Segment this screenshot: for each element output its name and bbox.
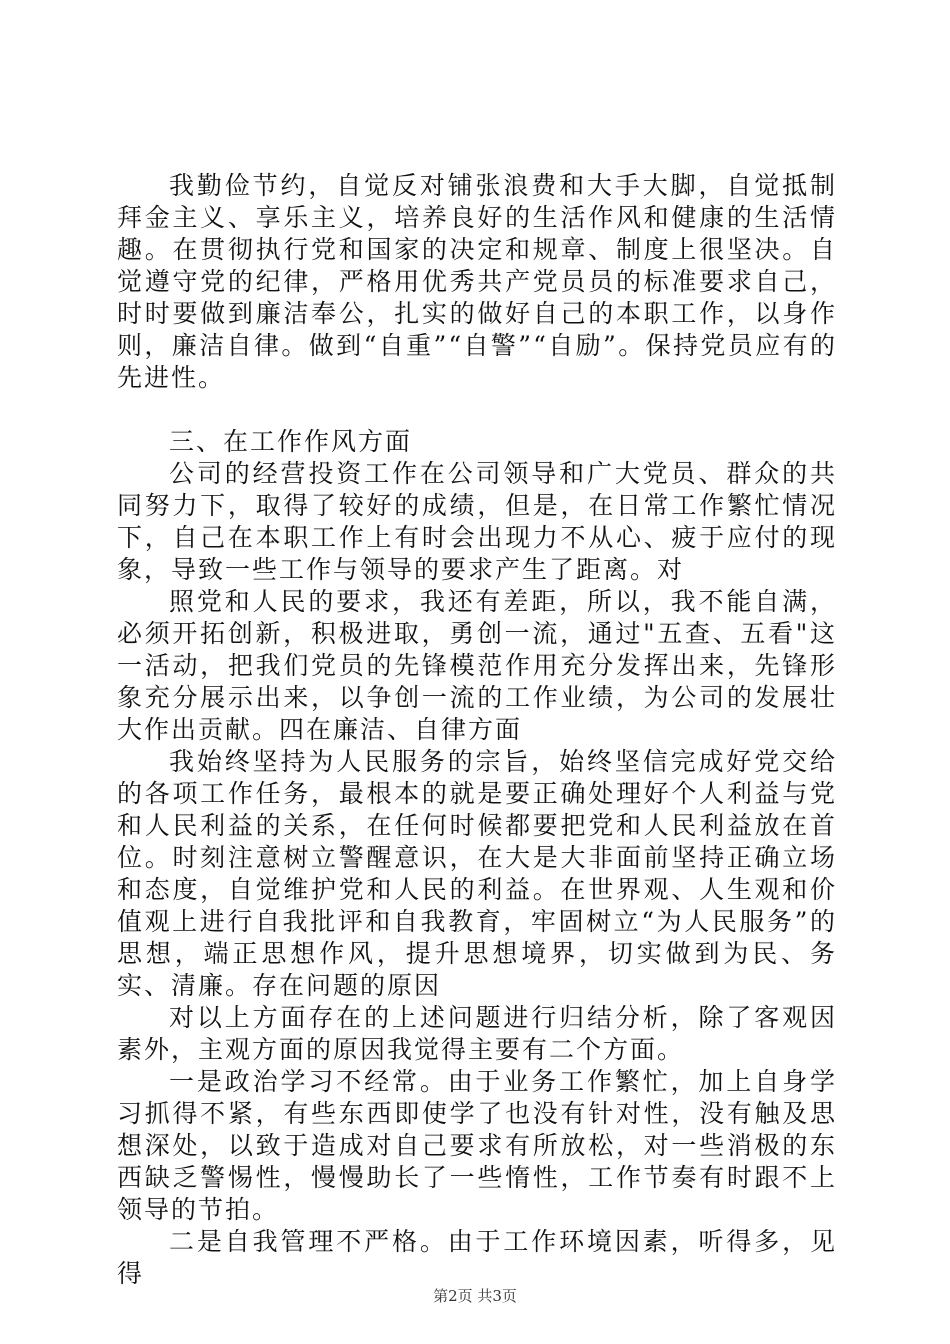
- document-body: [117, 170, 837, 1290]
- paragraph-political-study: 一是政治学习不经常。由于业务工作繁忙，加上自身学习抓得不紧，有些东西即使学了也没有针对性，没有触及思想深处，以致于造成对自己要求有所放松，对一些消极的东西缺乏警惕性，慢慢助长了一些惰性，工作节奏有时跟不上领导的节拍。: [117, 1067, 837, 1224]
- paragraph-requirements: 照党和人民的要求，我还有差距，所以，我不能自满，必须开拓创新，积极进取，勇创一流，通过"五查、五看"这一活动，把我们党员的先锋模范作用充分发挥出来，先锋形象充分展示出来，以争创一流的工作业绩，为公司的发展壮大作出贡献。四在廉洁、自律方面: [117, 587, 837, 744]
- section-heading-work-style: 三、在工作作风方面: [169, 427, 413, 456]
- paragraph-frugality: 我勤俭节约，自觉反对铺张浪费和大手大脚，自觉抵制拜金主义、享乐主义，培养良好的生活作风和健康的生活情趣。在贯彻执行党和国家的决定和规章、制度上很坚决。自觉遵守党的纪律，严格用优秀共产党员员的标准要求自己，时时要做到廉洁奉公，扎实的做好自己的本职工作，以身作则，廉洁自律。做到“自重”“自警”“自励”。保持党员应有的先进性。: [117, 171, 837, 392]
- paragraph-integrity: 我始终坚持为人民服务的宗旨，始终坚信完成好党交给的各项工作任务，最根本的就是要正确处理好个人利益与党和人民利益的关系，在任何时候都要把党和人民利益放在首位。时刻注意树立警醒意识，在大是大非面前坚持正确立场和态度，自觉维护党和人民的利益。在世界观、人生观和价值观上进行自我批评和自我教育，牢固树立“为人民服务”的思想，端正思想作风，提升思想境界，切实做到为民、务实、清廉。存在问题的原因: [117, 747, 837, 1000]
- paragraph-work-style: 公司的经营投资工作在公司领导和广大党员、群众的共同努力下，取得了较好的成绩，但是，在日常工作繁忙情况下，自己在本职工作上有时会出现力不从心、疲于应付的现象，导致一些工作与领导的要求产生了距离。对: [117, 459, 837, 584]
- page-footer: 第2页 共3页: [433, 1287, 517, 1305]
- paragraph-gap: [117, 394, 837, 426]
- paragraph-self-management: 二是自我管理不严格。由于工作环境因素，听得多，见得: [117, 1227, 837, 1288]
- paragraph-analysis: 对以上方面存在的上述问题进行归结分析，除了客观因素外，主观方面的原因我觉得主要有二个方面。: [117, 1003, 837, 1064]
